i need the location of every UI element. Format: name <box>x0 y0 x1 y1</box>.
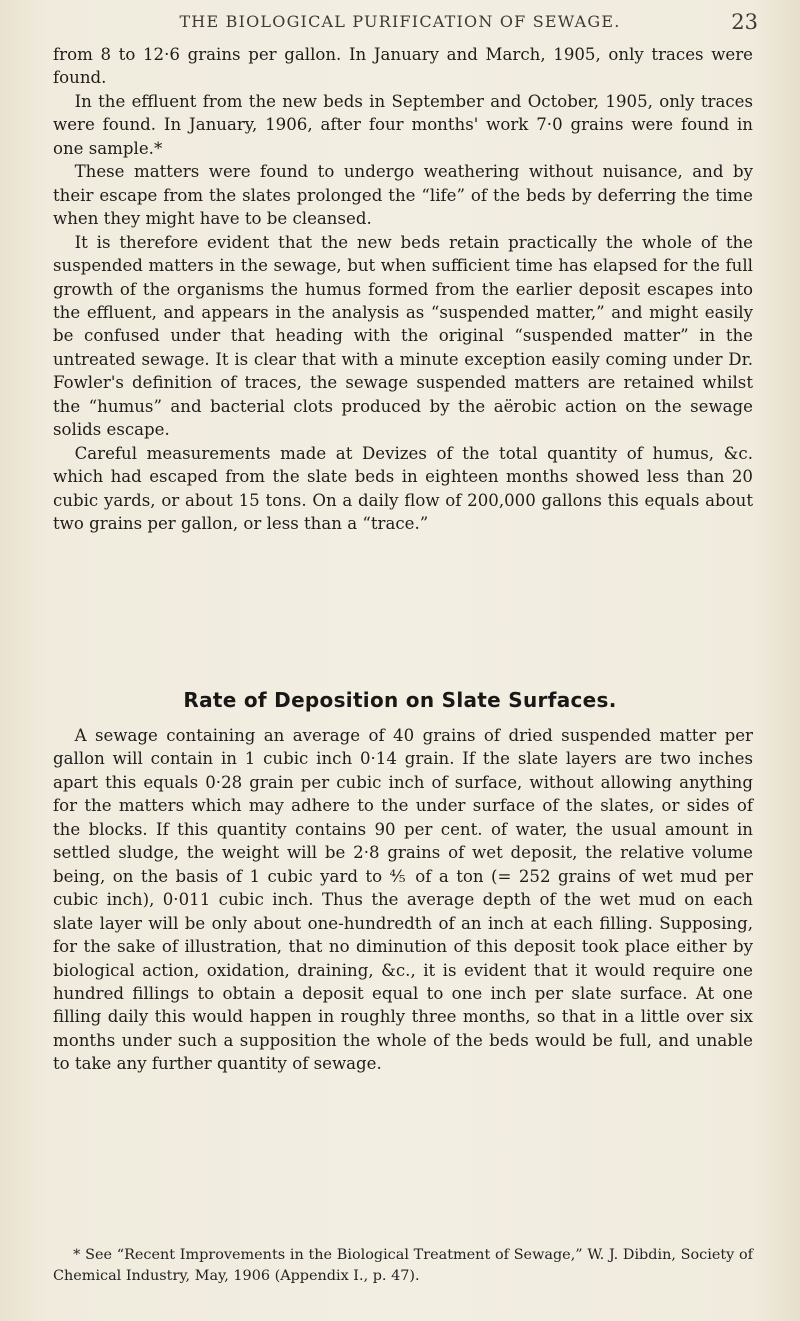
section-heading: Rate of Deposition on Slate Surfaces. <box>183 688 617 712</box>
paragraph-retention: It is therefore evident that the new beds retain practically the whole of the suspended matters in the sewage, but when sufficient time has elapsed for the full growth of the organisms the humus formed from the earlier deposit escapes into the effluent, and appears in the analysis as “suspended matter,” and might easily be confused under that heading with the original “suspended matter” in the untreated sewage. It is clear that with a minute exception easily coming under Dr. Fowler's definition of traces, the sewage suspended matters are retained whilst the “humus” and bacterial clots produced by the aërobic action on the sewage solids escape. <box>53 232 753 440</box>
running-head <box>0 8 800 36</box>
body-text-bottom <box>53 724 753 1076</box>
paragraph-effluent-new-beds: In the effluent from the new beds in September and October, 1905, only traces were found. In January, 1906, after four months' work 7·0 grains were found in one sample.* <box>53 91 753 158</box>
body-text-top <box>53 43 753 536</box>
running-head-title: THE BIOLOGICAL PURIFICATION OF SEWAGE. <box>179 12 621 31</box>
footnote: * See “Recent Improvements in the Biological Treatment of Sewage,” W. J. Dibdin, Society of Chemical Industry, May, 1906 (Appendix I., p. 47). <box>53 1247 753 1284</box>
paragraph-weathering: These matters were found to undergo weathering without nuisance, and by their escape from the slates prolonged the “life” of the beds by deferring the time when they might have to be cleansed. <box>53 162 753 229</box>
page-number: 23 <box>731 10 758 34</box>
paragraph-devizes-measurements: Careful measurements made at Devizes of the total quantity of humus, &c. which had escaped from the slate beds in eighteen months showed less than 20 cubic yards, or about 15 tons. On a daily flow of 200,000 gallons this equals about two grains per gallon, or less than a “trace.” <box>53 443 753 534</box>
paragraph-continuation: from 8 to 12·6 grains per gallon. In January and March, 1905, only traces were found. <box>53 45 753 88</box>
paragraph-deposition-rate: A sewage containing an average of 40 grains of dried suspended matter per gallon will contain in 1 cubic inch 0·14 grain. If the slate layers are two inches apart this equals 0·28 grain per cubic inch of surface, without allowing anything for the matters which may adhere to the under surface of the slates, or sides of the blocks. If this quantity contains 90 per cent. of water, the usual amount in settled sludge, the weight will be 2·8 grains of wet deposit, the relative volume being, on the basis of 1 cubic yard to ⅘ of a ton (= 252 grains of wet mud per cubic inch), 0·011 cubic inch. Thus the average depth of the wet mud on each slate layer will be only about one-hundredth of an inch at each filling. Supposing, for the sake of illustration, that no diminution of this deposit took place either by biological action, oxidation, draining, &c., it is evident that it would require one hundred fillings to obtain a deposit equal to one inch per slate surface. At one filling daily this would happen in roughly three months, so that in a little over six months under such a supposition the whole of the beds would be full, and unable to take any further quantity of sewage. <box>53 726 753 1074</box>
